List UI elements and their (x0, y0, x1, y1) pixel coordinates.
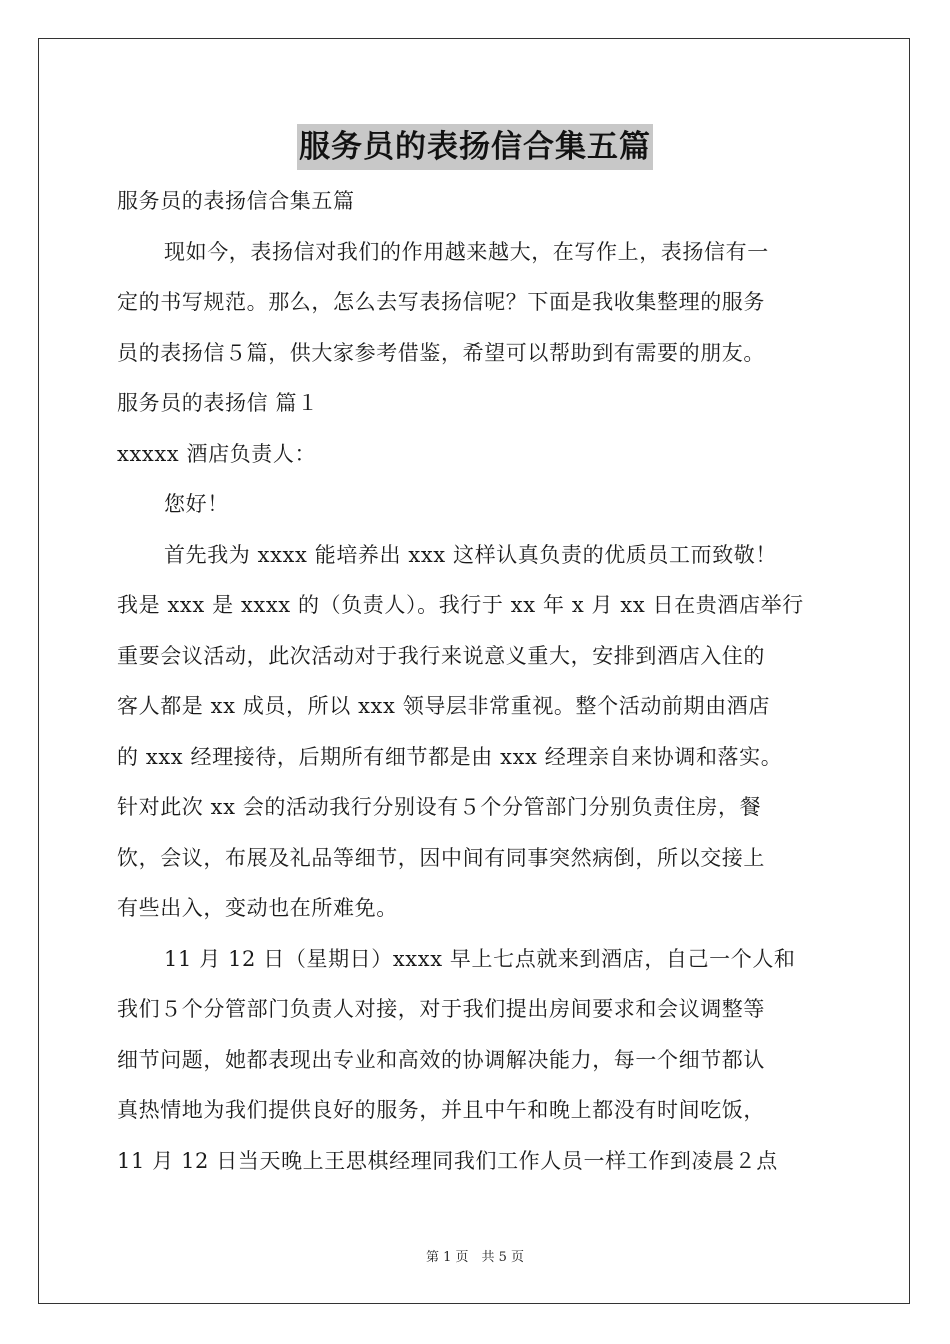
document-body (117, 176, 837, 1186)
text-line: 真热情地为我们提供良好的服务，并且中午和晚上都没有时间吃饭， (117, 1098, 765, 1122)
text-line: 您好！ (164, 492, 229, 516)
text-line: 员的表扬信５篇，供大家参考借鉴，希望可以帮助到有需要的朋友。 (117, 340, 765, 365)
text-line: 有些出入，变动也在所难免。 (117, 896, 398, 920)
text-line: 针对此次 xx 会的活动我行分别设有５个分管部门分别负责住房，餐 (117, 795, 762, 819)
text-line: 11 月 12 日当天晚上王思棋经理同我们工作人员一样工作到凌晨２点 (117, 1148, 778, 1173)
text-line: 重要会议活动，此次活动对于我行来说意义重大，安排到酒店入住的 (117, 643, 765, 668)
text-line: 服务员的表扬信合集五篇 (117, 189, 355, 213)
text-line: 的 xxx 经理接待，后期所有细节都是由 xxx 经理亲自来协调和落实。 (117, 744, 783, 769)
text-line: 首先我为 xxxx 能培养出 xxx 这样认真负责的优质员工而致敬！ (164, 542, 778, 567)
text-line: 定的书写规范。那么，怎么去写表扬信呢？下面是我收集整理的服务 (117, 290, 765, 314)
title-container (0, 124, 950, 170)
text-line: 客人都是 xx 成员，所以 xxx 领导层非常重视。整个活动前期由酒店 (117, 694, 770, 718)
text-line: 11 月 12 日（星期日）xxxx 早上七点就来到酒店，自己一个人和 (164, 946, 796, 971)
document-title: 服务员的表扬信合集五篇 (297, 124, 653, 170)
text-line: 饮，会议，布展及礼品等细节，因中间有同事突然病倒，所以交接上 (117, 845, 765, 870)
text-line: 细节问题，她都表现出专业和高效的协调解决能力，每一个细节都认 (117, 1047, 765, 1072)
text-line: 我们５个分管部门负责人对接，对于我们提出房间要求和会议调整等 (117, 997, 765, 1021)
text-line: 现如今，表扬信对我们的作用越来越大，在写作上，表扬信有一 (164, 239, 769, 264)
text-line: 服务员的表扬信 篇１ (117, 391, 319, 415)
text-line: xxxxx 酒店负责人： (117, 441, 317, 466)
page-footer: 第 1 页 共 5 页 (425, 1250, 525, 1265)
text-line: 我是 xxx 是 xxxx 的（负责人）。我行于 xx 年 x 月 xx 日在贵酒店举行 (117, 593, 804, 617)
